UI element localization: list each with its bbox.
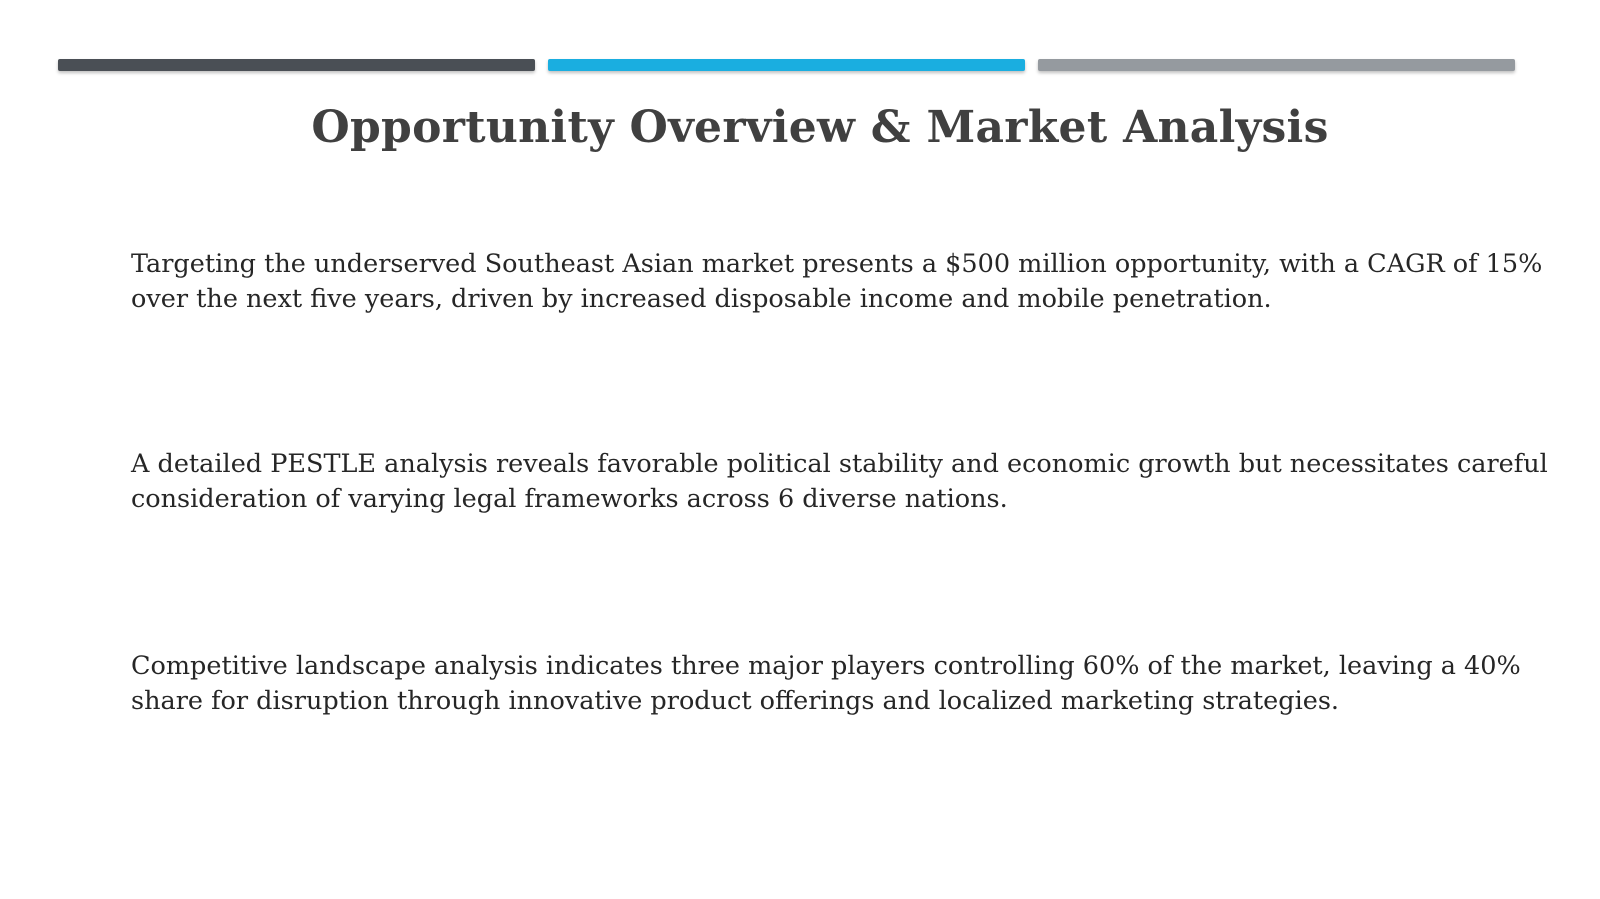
slide-title: Opportunity Overview & Market Analysis bbox=[311, 102, 1329, 153]
paragraph-competitive-landscape: Competitive landscape analysis indicates three major players controlling 60% of the market, leaving a 40% share for disruption through innovative product offerings and localized marketing strategies. bbox=[131, 651, 1521, 716]
paragraph-pestle-analysis: A detailed PESTLE analysis reveals favorable political stability and economic growth but necessitates careful consideration of varying legal frameworks across 6 diverse nations. bbox=[131, 449, 1548, 514]
header-bar-accent bbox=[548, 59, 1025, 71]
header-bar-gray bbox=[1038, 59, 1515, 71]
header-bar-dark bbox=[58, 59, 535, 71]
paragraph-market-opportunity: Targeting the underserved Southeast Asian market presents a $500 million opportunity, with a CAGR of 15% over the next five years, driven by increased disposable income and mobile penetration. bbox=[131, 249, 1543, 314]
